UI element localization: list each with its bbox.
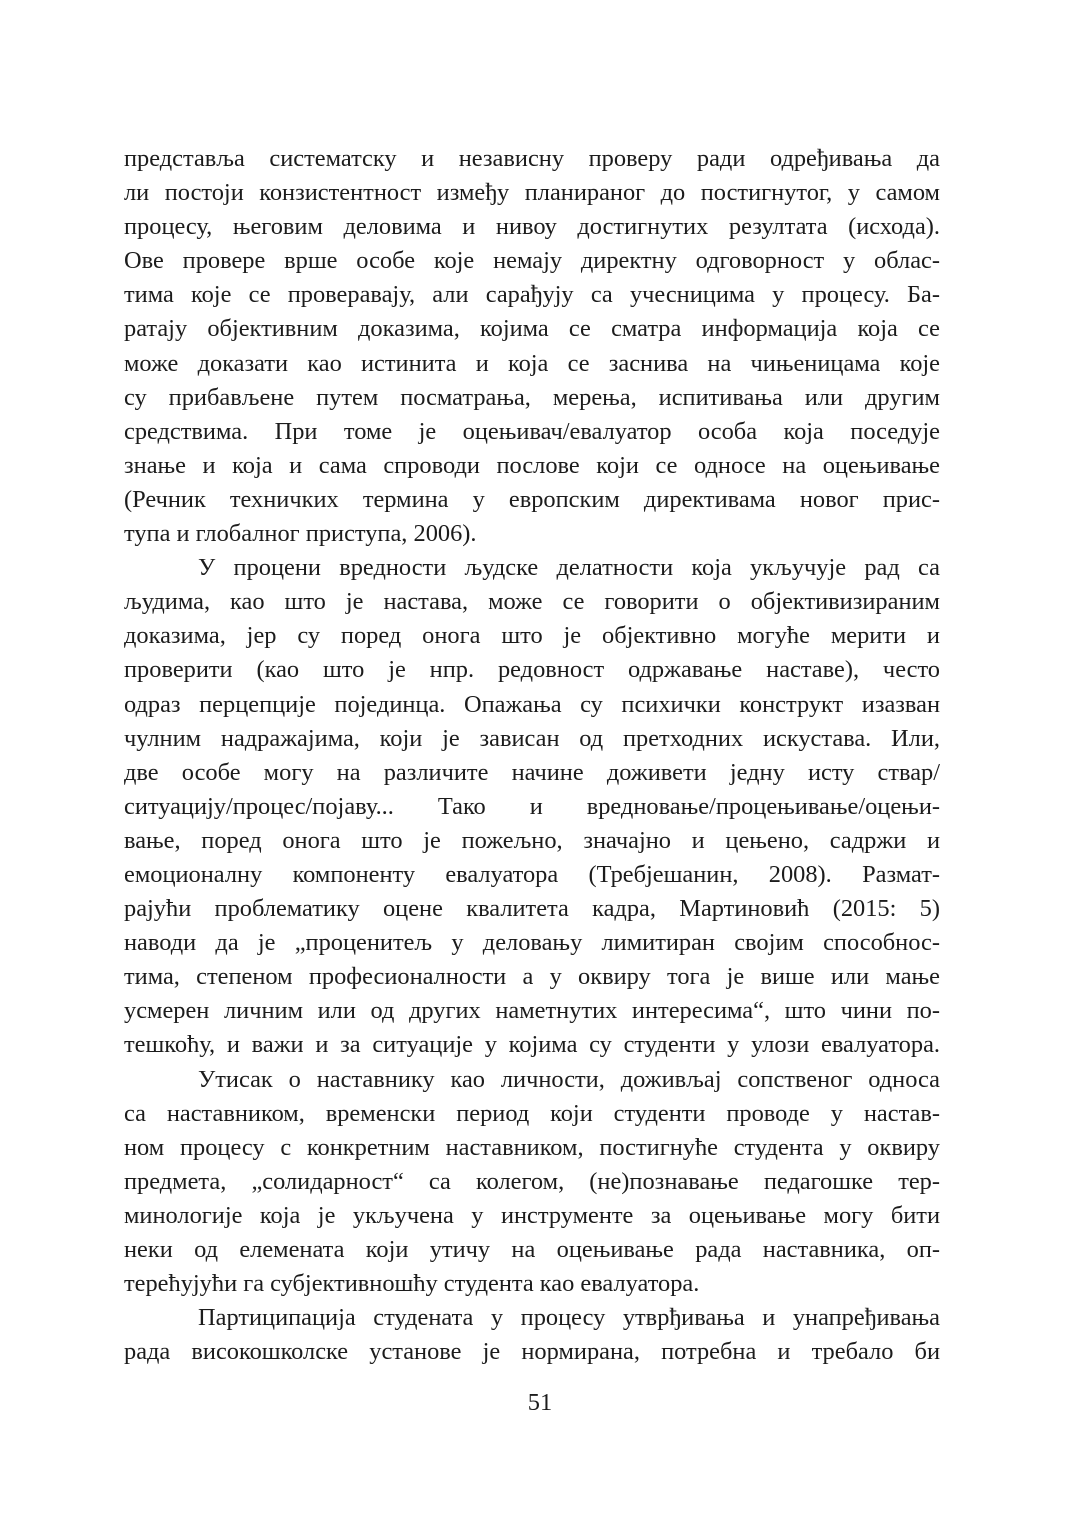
text-line: предмета, „солидарност“ са колегом, (не)познавање педагошке тер- xyxy=(124,1167,940,1195)
text-line: ном процесу с конкретним наставником, постигнуће студента у оквиру xyxy=(124,1133,940,1161)
text-line: процесу, његовим деловима и нивоу достигнутих резултата (исхода). xyxy=(124,213,940,241)
text-line: проверити (као што је нпр. редовност одржавање наставе), често xyxy=(124,656,940,684)
text-line: неки од елемената који утичу на оцењивање рада наставника, оп- xyxy=(124,1236,940,1263)
text-line: представља систематску и независну проверу ради одређивања да xyxy=(124,145,940,172)
text-line: рада високошколске установе је нормирана, потребна и требало би xyxy=(124,1338,940,1366)
text-line: тупа и глобалног приступа, 2006). xyxy=(124,520,477,548)
text-line: Партиципација студената у процесу утврђивања и унапређивања xyxy=(198,1304,940,1332)
text-line: емоционалну компоненту евалуатора (Требјешанин, 2008). Размат- xyxy=(124,860,940,888)
text-line: тима које се проверавају, али сарађују са учесницима у процесу. Ба- xyxy=(124,281,940,309)
text-line: Ове провере врше особе које немају директну одговорност у облас- xyxy=(124,247,940,275)
text-line: У процени вредности људске делатности која укључује рад са xyxy=(198,554,940,582)
text-line: доказима, јер су поред онога што је објективно могуће мерити и xyxy=(124,622,940,650)
text-line: ратају објективним доказима, којима се сматра информација која се xyxy=(124,315,940,343)
text-line: усмерен личним или од других наметнутих интересима“, што чини по- xyxy=(124,997,940,1025)
text-line: чулним надражајима, који је зависан од претходних искустава. Или, xyxy=(124,724,940,752)
text-line: две особе могу на различите начине доживети једну исту ствар/ xyxy=(124,758,940,786)
text-line: вање, поред онога што је пожељно, значајно и цењено, садржи и xyxy=(124,826,940,854)
text-line: ситуацију/процес/појаву... Тако и вредновање/процењивање/оцењи- xyxy=(124,792,940,820)
text-line: средствима. При томе је оцењивач/евалуатор особа која поседује xyxy=(124,417,940,445)
text-line: тешкоћу, и важи и за ситуације у којима су студенти у улози евалуатора. xyxy=(124,1031,940,1059)
text-line: ли постоји конзистентност између планираног до постигнутог, у самом xyxy=(124,179,940,207)
page-number: 51 xyxy=(527,1389,553,1416)
text-line: одраз перцепције појединца. Опажања су психички конструкт изазван xyxy=(124,690,940,718)
text-line: знање и која и сама спроводи послове који се односе на оцењивање xyxy=(124,451,940,479)
text-line: терећујући га субјективношћу студента као евалуатора. xyxy=(124,1270,700,1298)
body-text xyxy=(124,142,940,1369)
text-line: рајући проблематику оцене квалитета кадра, Мартиновић (2015: 5) xyxy=(124,895,940,923)
text-line: (Речник техничких термина у европским директивама новог прис- xyxy=(124,485,940,513)
text-line: су прибављене путем посматрања, мерења, испитивања или другим xyxy=(124,383,940,411)
text-line: тима, степеном професионалности а у оквиру тога је више или мање xyxy=(124,963,940,991)
text-line: наводи да је „проценитељ у деловању лимитиран својим способнос- xyxy=(124,929,940,957)
text-line: са наставником, временски период који студенти проводе у настав- xyxy=(124,1099,940,1127)
text-line: људима, као што је настава, може се говорити о објективизираним xyxy=(124,588,940,616)
text-line: минологије која је укључена у инструменте за оцењивање могу бити xyxy=(124,1201,940,1229)
text-line: Утисак о наставнику као личности, доживљај сопственог односа xyxy=(198,1065,940,1093)
text-line: може доказати као истинита и која се заснива на чињеницама које xyxy=(124,349,940,377)
